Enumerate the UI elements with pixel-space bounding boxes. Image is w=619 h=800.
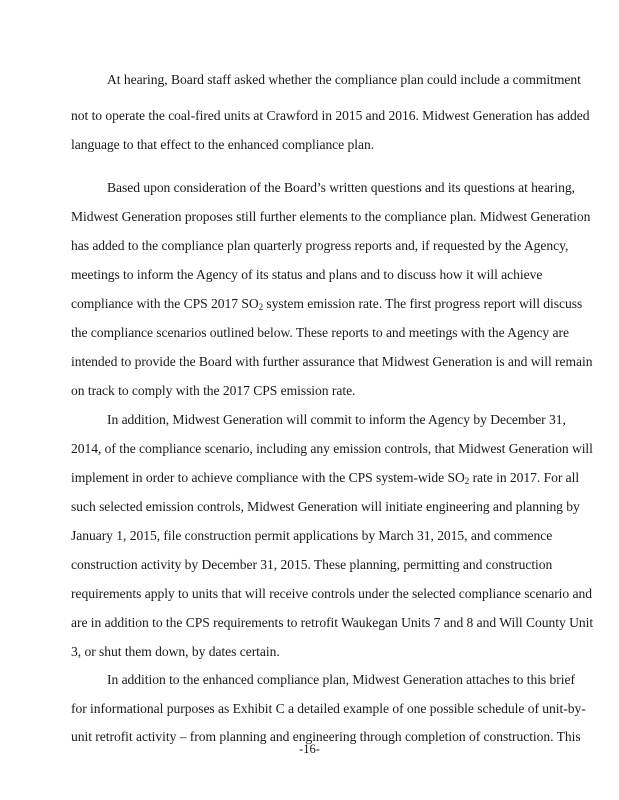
text-segment: for informational purposes as Exhibit C a detailed example of one possible schedule of unit-by- <box>71 701 586 716</box>
text-line <box>71 701 586 717</box>
page-number: -16- <box>299 742 320 756</box>
subscript: 2 <box>258 302 264 312</box>
text-segment: unit retrofit activity – from planning and engineering through completion of construction. This <box>71 729 581 744</box>
text-line <box>71 325 569 341</box>
text-segment: construction activity by December 31, 2015. These planning, permitting and construction <box>71 557 553 572</box>
text-segment: language to that effect to the enhanced compliance plan. <box>71 137 375 152</box>
subscript: 2 <box>464 476 470 486</box>
text-line <box>107 180 575 196</box>
text-segment: rate in 2017. For all <box>469 470 580 485</box>
text-line <box>107 672 575 688</box>
text-line <box>71 383 355 399</box>
text-line <box>71 354 593 370</box>
text-line <box>71 441 593 457</box>
text-segment: 3, or shut them down, by dates certain. <box>71 644 280 659</box>
text-segment: At hearing, Board staff asked whether the compliance plan could include a commitment <box>107 72 581 87</box>
text-line <box>71 615 593 631</box>
text-segment: meetings to inform the Agency of its status and plans and to discuss how it will achieve <box>71 267 543 282</box>
text-segment: system emission rate. The first progress report will discuss <box>263 296 583 311</box>
text-line <box>71 528 552 544</box>
text-segment: Based upon consideration of the Board’s written questions and its questions at hearing, <box>107 180 575 195</box>
text-segment: Midwest Generation proposes still further elements to the compliance plan. Midwest Generation <box>71 209 591 224</box>
text-segment: such selected emission controls, Midwest Generation will initiate engineering and planning by <box>71 499 580 514</box>
text-segment: January 1, 2015, file construction permit applications by March 31, 2015, and commence <box>71 528 553 543</box>
text-line <box>71 209 590 225</box>
text-line <box>71 470 579 486</box>
text-line <box>71 108 590 124</box>
text-line <box>107 72 581 88</box>
text-line <box>71 137 374 153</box>
text-line <box>71 296 582 312</box>
text-line <box>71 499 580 515</box>
text-segment: compliance with the CPS 2017 SO <box>71 296 259 311</box>
text-segment: are in addition to the CPS requirements to retrofit Waukegan Units 7 and 8 and Will County Unit <box>71 615 594 630</box>
text-segment: on track to comply with the 2017 CPS emission rate. <box>71 383 356 398</box>
text-line <box>71 586 592 602</box>
text-segment: In addition to the enhanced compliance plan, Midwest Generation attaches to this brief <box>107 672 575 687</box>
text-line <box>71 557 552 573</box>
text-line <box>107 412 566 428</box>
text-segment: not to operate the coal-fired units at Crawford in 2015 and 2016. Midwest Generation has added <box>71 108 590 123</box>
text-line <box>71 644 280 660</box>
text-line <box>71 238 568 254</box>
text-segment: In addition, Midwest Generation will commit to inform the Agency by December 31, <box>107 412 566 427</box>
text-segment: implement in order to achieve compliance with the CPS system-wide SO <box>71 470 465 485</box>
text-line <box>71 267 542 283</box>
text-segment: 2014, of the compliance scenario, including any emission controls, that Midwest Generation will <box>71 441 593 456</box>
text-segment: has added to the compliance plan quarterly progress reports and, if requested by the Agency, <box>71 238 569 253</box>
text-segment: requirements apply to units that will receive controls under the selected compliance scenario and <box>71 586 592 601</box>
text-segment: intended to provide the Board with further assurance that Midwest Generation is and will remain <box>71 354 593 369</box>
text-segment: the compliance scenarios outlined below. These reports to and meetings with the Agency are <box>71 325 569 340</box>
